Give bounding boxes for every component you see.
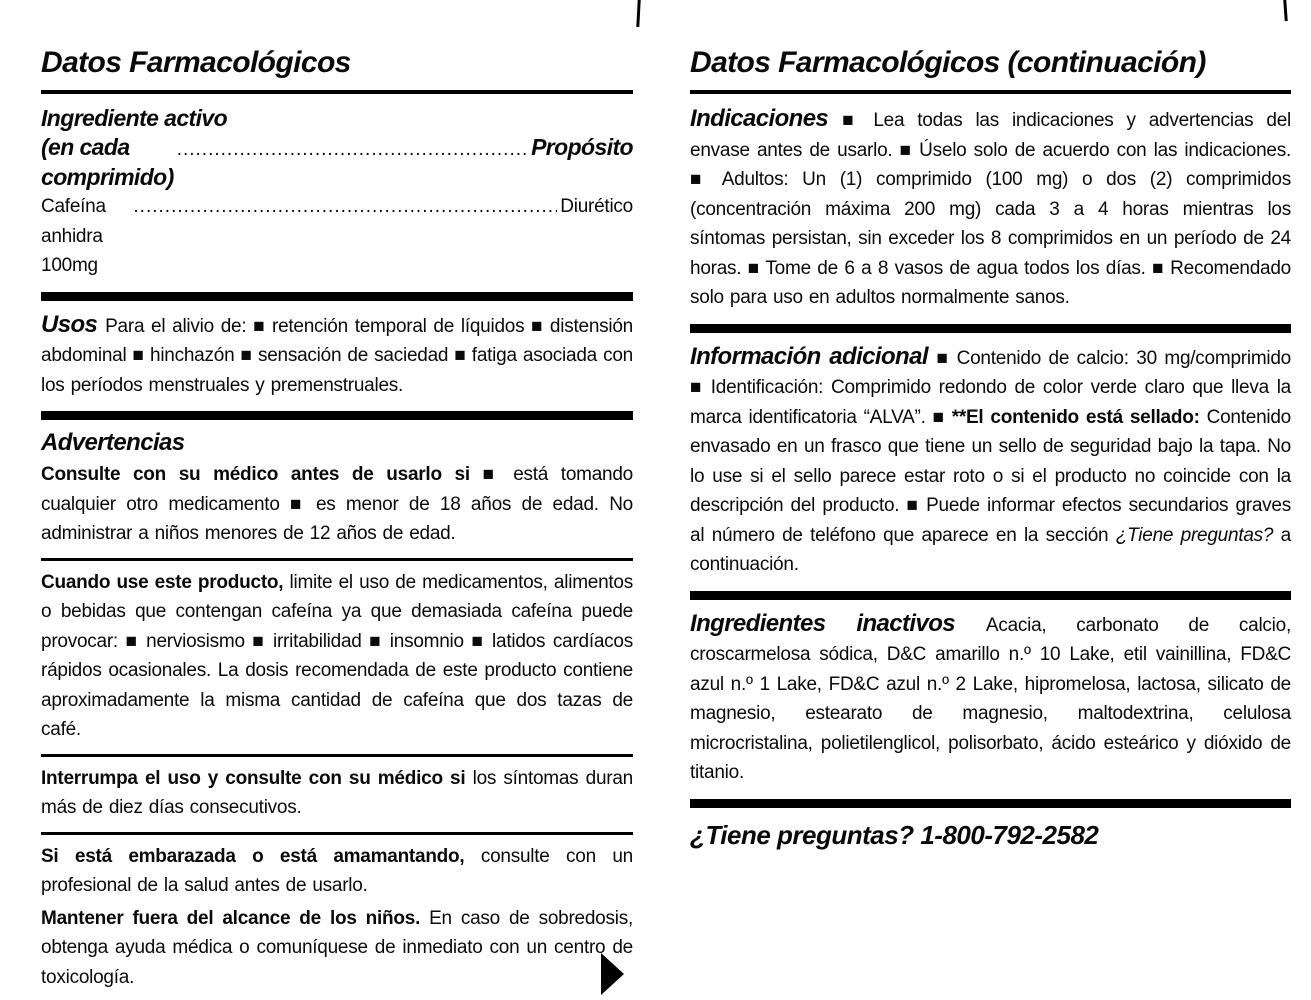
active-ingredient-heading-2: (en cada comprimido)	[41, 134, 174, 190]
directions-text: Indicaciones ■ Lea todas las indicaciones y advertencias del envase antes de usarlo. ■ Úselo solo de acuerdo con las indicaciones. ■ Adultos: Un (1) comprimido (100 mg) o dos (2) comprimidos (concentración máxima 200 mg) cada 3 a 4 horas mientras los síntomas persistan, sin exceder los 8 comprimidos en un período de 24 horas. ■ Tome de 6 a 8 vasos de agua todos los días. ■ Recomendado solo para uso en adultos normalmente sanos.	[690, 105, 1291, 308]
ingredient-name: Cafeína anhidra 100mg	[41, 196, 106, 276]
page-title-continued: Datos Farmacológicos (continuación)	[690, 46, 1206, 79]
section-divider-thin	[41, 832, 633, 835]
inactive-ingredients-text: Ingredientes inactivos Acacia, carbonato de calcio, croscarmelosa sódica, D&C amarillo n.º 10 Lake, etil vainillina, FD&C azul n.º 1 Lake, FD&C azul n.º 2 Lake, hipromelosa, lactosa, silicato de magnesio, estearato de magnesio, maltodextrina, celulosa microcristalina, polietilenglicol, polisorbato, ácido esteárico y dióxido de titanio.	[690, 609, 1291, 783]
section-divider-thin	[41, 754, 633, 757]
title-rule	[41, 90, 633, 94]
section-active-ingredient	[41, 104, 633, 281]
uses-text: Usos Para el alivio de: ■ retención temporal de líquidos ■ distensión abdominal ■ hinchazón ■ sensación de saciedad ■ fatiga asociada con los períodos menstruales y premenstruales.	[41, 310, 633, 396]
ingredient-row	[41, 192, 633, 281]
keep-out-of-reach-text: Mantener fuera del alcance de los niños. En caso de sobredosis, obtenga ayuda médica o comuníquese de inmediato con un centro de toxicología.	[41, 907, 633, 988]
warnings-header: Advertencias	[41, 429, 185, 456]
warnings-consult-text: Consulte con su médico antes de usarlo si ■ está tomando cualquier otro medicamento ■ es menor de 18 años de edad. No administrar a niños menores de 12 años de edad.	[41, 464, 633, 544]
dot-leader	[133, 192, 557, 222]
right-column	[690, 38, 1291, 851]
section-divider-thick	[41, 292, 633, 301]
pregnancy-text: Si está embarazada o está amamantando, consulte con un profesional de la salud antes de usarlo.	[41, 845, 633, 896]
when-using-text: Cuando use este producto, limite el uso de medicamentos, alimentos o bebidas que contengan cafeína ya que demasiada cafeína puede provocar: ■ nerviosismo ■ irritabilidad ■ insomnio ■ latidos cardíacos rápidos ocasionales. La dosis recomendada de este producto contiene aproximadamente la misma cantidad de cafeína que dos tazas de café.	[41, 571, 634, 740]
section-divider-thick	[690, 591, 1291, 600]
crop-mark-icon	[636, 0, 640, 27]
purpose-heading: Propósito	[531, 134, 633, 160]
active-ingredient-heading: Ingrediente activo	[41, 105, 228, 131]
title-rule	[690, 90, 1291, 94]
other-information-text: Información adicional ■ Contenido de calcio: 30 mg/comprimido ■ Identificación: Comprimido redondo de color verde claro que lleva la marca identificatoria “ALVA”. ■ **El contenido está sellado: Contenido envasado en un frasco que tiene un sello de seguridad bajo la tapa. No lo use si el sello parece estar roto o si el producto no coincide con la descripción del producto. ■ Puede informar efectos secundarios graves al número de teléfono que aparece en la sección ¿Tiene preguntas? a continuación.	[690, 342, 1291, 575]
section-divider-thick	[41, 411, 633, 420]
questions-phone-line: ¿Tiene preguntas? 1-800-792-2582	[690, 819, 1099, 850]
active-ingredient-purpose-row	[41, 133, 633, 192]
section-divider-thick	[690, 799, 1291, 808]
stop-use-text: Interrumpa el uso y consulte con su médico si los síntomas duran más de diez días consecutivos.	[41, 767, 633, 818]
ingredient-purpose: Diurético	[560, 196, 633, 217]
section-divider-thick	[690, 324, 1291, 333]
left-column	[41, 38, 633, 992]
dot-leader	[177, 135, 528, 165]
page-title: Datos Farmacológicos	[41, 46, 351, 79]
crop-mark-icon	[1283, 0, 1287, 21]
continue-arrow-icon	[601, 953, 624, 995]
section-divider-thin	[41, 558, 633, 561]
